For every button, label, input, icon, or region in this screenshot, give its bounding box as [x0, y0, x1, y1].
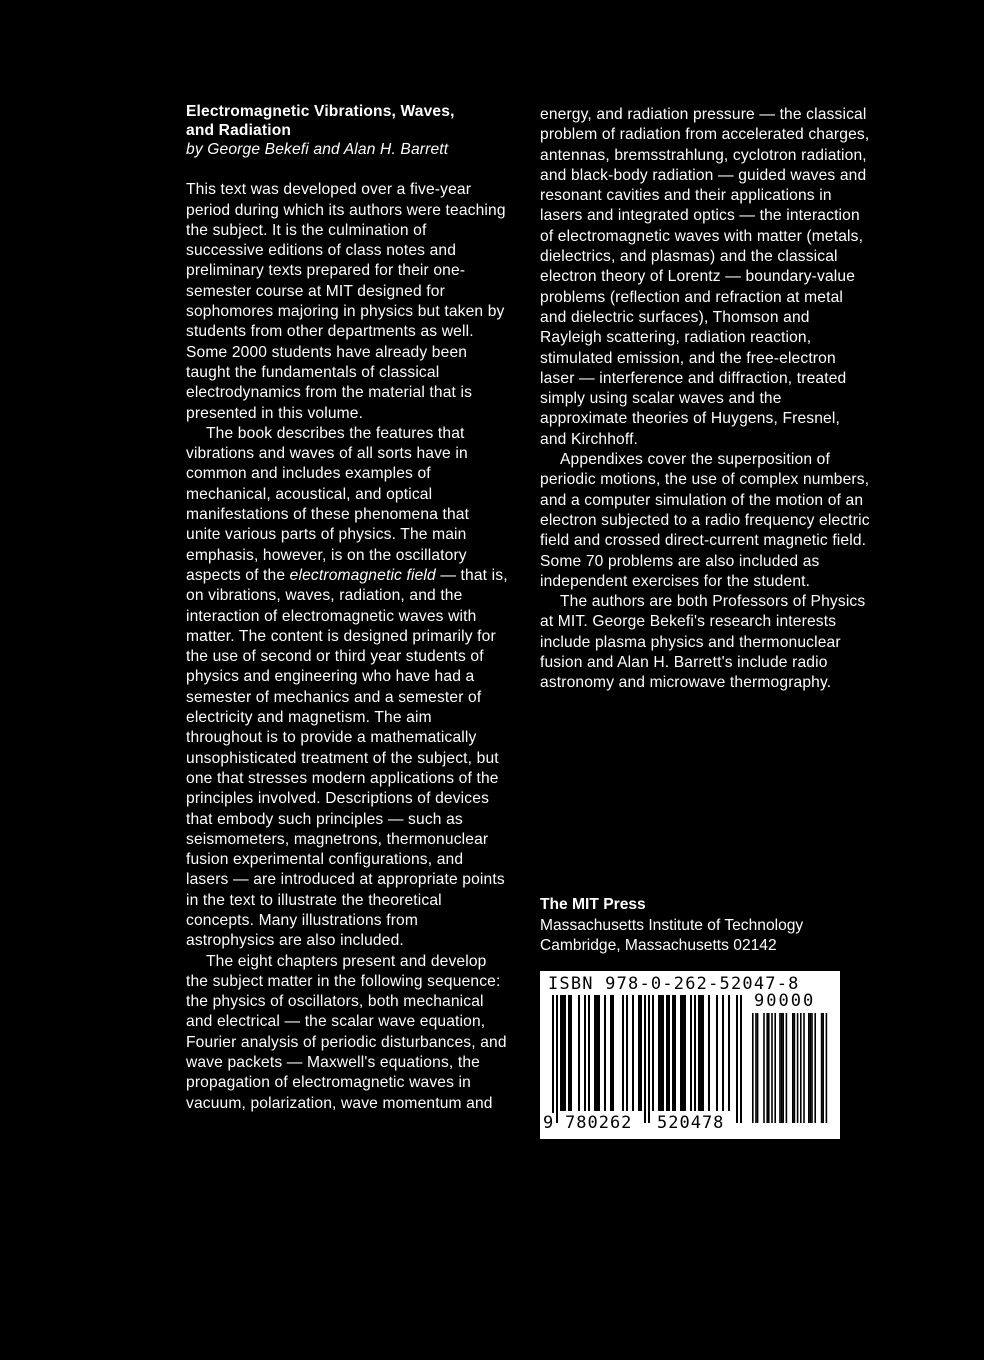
barcode-bar	[638, 995, 640, 1111]
ean-right-digits: 520478	[657, 1113, 725, 1133]
addon-bar	[811, 1013, 813, 1123]
barcode-bar	[622, 995, 624, 1111]
barcode-bar	[698, 995, 700, 1111]
isbn-barcode	[540, 971, 840, 1139]
barcode-bar	[578, 995, 580, 1111]
addon-bar	[781, 1013, 783, 1123]
ean-left-digits: 780262	[565, 1113, 633, 1133]
addon-bar	[810, 1013, 812, 1123]
barcode-bar	[674, 995, 676, 1111]
addon-bar	[757, 1013, 759, 1123]
book-title	[186, 102, 508, 140]
publisher-institution: Massachusetts Institute of Technology	[540, 916, 804, 934]
barcode-bar	[694, 995, 696, 1111]
barcode-bar	[700, 995, 702, 1111]
description-paragraph-1: This text was developed over a five-year period during which its authors were teaching the subject. It is the culmination of successive editions of class notes and preliminary texts prepared for their one-semester course at MIT designed for sophomores majoring in physics but taken by students from other departments as well. Some 2000 students have already been taught the fundamentals of classical electrodynamics from the material that is presented in this volume.	[186, 181, 506, 422]
addon-bar	[822, 1013, 824, 1123]
barcode-bar	[612, 995, 614, 1111]
barcode-bar	[568, 995, 570, 1111]
addon-bar	[779, 1013, 781, 1123]
description-paragraph-5: The authors are both Professors of Physics at MIT. George Bekefi's research interests include plasma physics and thermonuclear fusion and Alan H. Barrett's include radio astronomy and microwave thermography.	[540, 593, 866, 692]
barcode-bar	[584, 995, 586, 1111]
p2-before: The book describes the features that vibrations and waves of all sorts have in common and includes examples of mechanical, acoustical, and optical manifestations of these phenomena that unite various parts of physics. The main emphasis, however, is on the oscillatory aspects of the	[186, 424, 470, 584]
ean-first-digit: 9	[543, 1113, 555, 1133]
barcode-bar	[658, 995, 660, 1111]
addon-bar	[782, 1013, 784, 1123]
barcode-bar	[680, 995, 682, 1111]
barcode-bar	[604, 995, 606, 1111]
publisher-name: The MIT Press	[540, 896, 646, 913]
barcode-bar	[708, 995, 710, 1111]
p2-after: — that is, on vibrations, waves, radiation, and the interaction of electromagnetic waves with matter. The content is designed primarily for the use of second or third year students of physics and engineering who have had a semester of mechanics and a semester of electricity and magnetism. The aim throughout is to provide a mathematically unsophisticated treatment of the subject, but one that stresses modern applications of the principles involved. Descriptions of devices that embody such principles — such as seismometers, magnetrons, thermonuclear fusion experimental configurations, and lasers — are introduced at appropriate points in the text to illustrate the theoretical concepts. Many illustrations from astrophysics are also included.	[186, 566, 508, 950]
barcode-bar	[644, 995, 646, 1123]
addon-bar	[821, 1013, 823, 1123]
addon-bar	[766, 1013, 768, 1123]
barcode-bar	[560, 995, 562, 1111]
addon-bar	[771, 1013, 773, 1123]
addon-bar	[774, 1013, 776, 1123]
addon-bar	[803, 1013, 805, 1123]
barcode-bar	[648, 995, 650, 1123]
left-column	[186, 102, 508, 1134]
barcode-bar	[598, 995, 600, 1111]
addon-bar	[814, 1013, 816, 1123]
barcode-bar	[556, 995, 558, 1123]
barcode-bar	[702, 995, 704, 1111]
right-column	[540, 105, 870, 694]
barcode-bar	[662, 995, 664, 1111]
ean13-bars	[552, 995, 748, 1125]
isbn-label: ISBN 978-0-262-52047-8	[548, 974, 800, 994]
barcode-bar	[668, 995, 670, 1111]
barcode-bar	[564, 995, 566, 1111]
addon-bar	[755, 1013, 757, 1123]
addon-bar	[826, 1013, 828, 1123]
book-authors: by George Bekefi and Alan H. Barrett	[186, 141, 449, 158]
barcode-bar	[666, 995, 668, 1111]
barcode-bar	[562, 995, 564, 1111]
addon-bar	[786, 1013, 788, 1123]
barcode-bar	[594, 995, 596, 1111]
addon-bar	[794, 1013, 796, 1123]
addon-bars	[752, 1013, 832, 1125]
barcode-bar	[684, 995, 686, 1111]
addon-bar	[800, 1013, 802, 1123]
barcode-bar	[652, 995, 654, 1111]
barcode-bar	[722, 995, 724, 1111]
description-paragraph-3-continued: energy, and radiation pressure — the classical problem of radiation from accelerated charges, antennas, bremsstrahlung, cyclotron radiation, and black-body radiation — guided waves and resonant cavities and their applications in lasers and integrated optics — the interaction of electromagnetic waves with matter (metals, dielectrics, and plasmas) and the classical electron theory of Lorentz — boundary-value problems (reflection and refraction at metal and dielectric surfaces), Thomson and Rayleigh scattering, radiation reaction, stimulated emission, and the free-electron laser — interference and diffraction, treated simply using scalar waves and the approximate theories of Huygens, Fresnel, and Kirchhoff.	[540, 106, 870, 448]
addon-bar	[797, 1013, 799, 1123]
addon-bar	[768, 1013, 770, 1123]
barcode-bar	[632, 995, 634, 1111]
description-paragraph-3: The eight chapters present and develop the subject matter in the following sequence: the physics of oscillators, both mechanical and electrical — the scalar wave equation, Fourier analysis of periodic disturbances, and wave packets — Maxwell's equations, the propagation of electromagnetic waves in vacuum, polarization, wave momentum and	[186, 952, 507, 1112]
description-paragraph-4: Appendixes cover the superposition of periodic motions, the use of complex numbers, and a computer simulation of the motion of an electron subjected to a radio frequency electric field and crossed direct-current magnetic field. Some 70 problems are also included as independent exercises for the student.	[540, 451, 870, 590]
addon-bar	[792, 1013, 794, 1123]
barcode-bar	[660, 995, 662, 1111]
barcode-bar	[736, 995, 738, 1123]
barcode-bar	[596, 995, 598, 1111]
p2-emphasis: electromagnetic field	[289, 566, 436, 584]
book-title-line1: Electromagnetic Vibrations, Waves,	[186, 103, 455, 120]
barcode-bar	[552, 995, 554, 1123]
addon-bar	[763, 1013, 765, 1123]
barcode-bar	[740, 995, 742, 1123]
publisher-block	[540, 895, 803, 957]
barcode-bar	[640, 995, 642, 1111]
description-paragraph-2	[186, 424, 508, 952]
addon-bar	[752, 1013, 754, 1123]
barcode-bar	[716, 995, 718, 1111]
barcode-bar	[682, 995, 684, 1111]
barcode-bar	[570, 995, 572, 1111]
barcode-bar	[626, 995, 628, 1111]
barcode-bar	[728, 995, 730, 1111]
addon-bar	[808, 1013, 810, 1123]
price-code: 90000	[754, 991, 816, 1011]
book-title-line2: and Radiation	[186, 122, 292, 139]
barcode-bar	[690, 995, 692, 1111]
barcode-bar	[588, 995, 590, 1111]
barcode-bar	[610, 995, 612, 1111]
barcode-bar	[672, 995, 674, 1111]
publisher-address: Cambridge, Massachusetts 02142	[540, 937, 777, 954]
